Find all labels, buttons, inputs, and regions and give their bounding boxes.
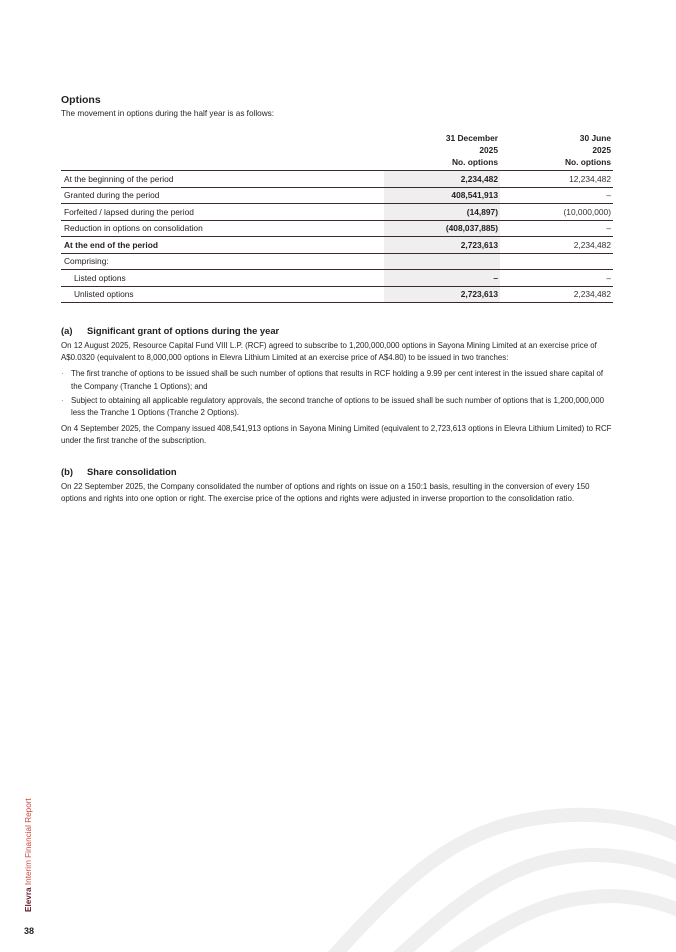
table-row: Reduction in options on consolidation (408,037,885) – xyxy=(61,220,613,237)
table-row: Granted during the period 408,541,913 – xyxy=(61,187,613,204)
list-item: · Subject to obtaining all applicable regulatory approvals, the second tranche of options to be issued shall be such number of options that is 1,200,000,000 less the Tranche 1 Options (Tranche 2 Options). xyxy=(61,395,604,418)
table-row: Listed options – – xyxy=(61,270,613,287)
section-title: Options xyxy=(61,94,101,106)
note-a-bullets xyxy=(61,368,613,419)
note-a-paragraph-1: On 12 August 2025, Resource Capital Fund VIII L.P. (RCF) agreed to subscribe to 1,200,000,000 options in Sayona Mining Limited at an exercise price of A$0.0320 (equivalent to 8,000,000 options in Elevra Lithium Limited at an exercise price of A$4.80) to be issued in two tranches: xyxy=(61,341,597,363)
page-number: 38 xyxy=(24,926,35,936)
note-a-heading: (a) Significant grant of options during the year xyxy=(61,325,280,336)
header-previous: 30 June 2025 No. options xyxy=(564,133,611,167)
options-movement-table xyxy=(61,132,613,303)
report-name: Interim Financial Report xyxy=(24,798,33,888)
brand-name: Elevra xyxy=(24,887,33,912)
bullet-icon: · xyxy=(61,369,64,379)
header-current: 31 December 2025 No. options xyxy=(445,133,498,167)
note-b-heading: (b) Share consolidation xyxy=(61,465,177,477)
table-row: Comprising: xyxy=(61,253,613,270)
table-row: At the beginning of the period 2,234,482 12,234,482 xyxy=(61,171,613,188)
table-row: Forfeited / lapsed during the period (14,897) (10,000,000) xyxy=(61,204,613,221)
bullet-icon: · xyxy=(61,395,64,405)
table-row-total: At the end of the period 2,723,613 2,234,482 xyxy=(61,237,613,254)
page-content xyxy=(61,94,613,509)
note-a-paragraph-2: On 4 September 2025, the Company issued 408,541,913 options in Sayona Mining Limited (equivalent to 2,723,613 options in Elevra Lithium Limited) to RCF under the first tranche of the subscription. xyxy=(61,424,612,446)
report-side-label xyxy=(24,798,33,912)
note-b-paragraph: On 22 September 2025, the Company consolidated the number of options and rights on issue on a 150:1 basis, resulting in the conversion of every 150 options and rights into one option or right. The exercise price of the options and rights were adjusted in inverse proportion to the consolidation ratio. xyxy=(61,481,590,503)
table-row: Unlisted options 2,723,613 2,234,482 xyxy=(61,286,613,303)
section-intro: The movement in options during the half year is as follows: xyxy=(61,109,274,118)
list-item: · The first tranche of options to be issued shall be such number of options that results in RCF holding a 9.99 per cent interest in the issued share capital of the Company (Tranche 1 Options); and xyxy=(61,369,604,391)
